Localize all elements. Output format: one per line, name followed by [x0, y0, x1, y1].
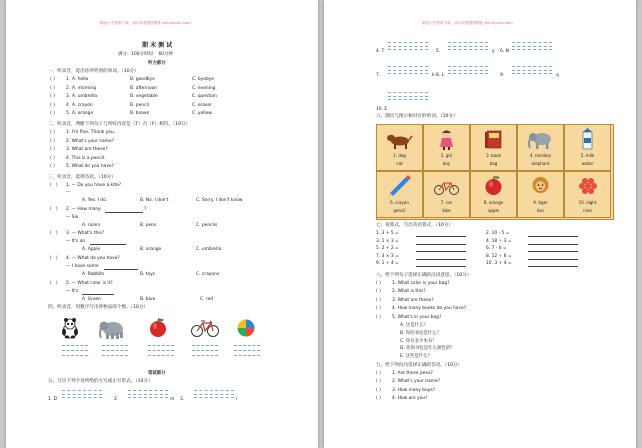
letter-item-hint: y — [492, 49, 495, 54]
paren[interactable]: ( ) — [50, 130, 55, 135]
write-line[interactable] — [102, 355, 128, 356]
letter-item-hint: r — [236, 397, 238, 402]
write-line[interactable] — [512, 70, 552, 71]
paren[interactable]: ( ) — [50, 147, 55, 152]
answer-line[interactable] — [528, 266, 578, 267]
s3-question-3: 3. — What's this? — [66, 231, 105, 236]
item-number: 1. — [66, 77, 71, 82]
s3-q2-option-c: C. pencils — [196, 223, 218, 228]
write-line[interactable] — [512, 42, 552, 43]
question: 1. What color is your bag? — [392, 281, 450, 286]
paren[interactable]: ( ) — [50, 207, 58, 212]
s3-q3-option-c: C. umbrella — [196, 247, 222, 252]
dog-icon — [386, 128, 413, 150]
s3-q5-option-c: C. red — [200, 297, 214, 302]
letter-item: 4. T — [376, 49, 385, 54]
s3-q4-option-a: A. Rabbits — [82, 272, 105, 277]
paren[interactable]: ( ) — [50, 164, 55, 169]
choice: B. 你的书包是什么？ — [400, 330, 441, 336]
option-a: A. orange — [72, 111, 94, 116]
option-b: B. goodbye — [130, 77, 155, 82]
question-mark: ? — [144, 207, 147, 212]
answer-line[interactable] — [90, 244, 126, 245]
grid-word-a: 8. orange — [483, 200, 504, 205]
paren[interactable]: ( ) — [50, 256, 58, 261]
option-b: B. vegetable — [130, 94, 158, 99]
paren[interactable]: ( ) — [50, 183, 58, 188]
section-6-title: 六、圈出与图示相对应的单词。（10分） — [376, 114, 458, 119]
write-line[interactable] — [388, 99, 428, 100]
exam-page-1 — [6, 0, 318, 448]
letter-item-hint: q — [556, 73, 559, 78]
section-8-title: 八、给下列句子选择正确的汉语意思。（10分） — [376, 273, 472, 278]
option-c: C. question — [192, 94, 217, 99]
math-item: 9. 1 + 4 = — [376, 261, 399, 267]
letter-item: 7. — [376, 73, 381, 78]
answer-line[interactable] — [528, 244, 578, 245]
question: 5. What's in your bag? — [392, 314, 442, 320]
paren[interactable]: ( ) — [50, 85, 55, 91]
section-7-title: 七、看算式，写出英语算式。（10分） — [376, 223, 454, 228]
grid-word-b: apple — [487, 208, 500, 213]
write-line[interactable] — [194, 394, 234, 395]
paren[interactable]: ( ) — [376, 371, 381, 376]
girl-icon — [433, 128, 460, 150]
answer-line[interactable] — [105, 212, 143, 213]
s3-q2-option-a: A. rulers — [82, 223, 101, 228]
write-line[interactable] — [62, 394, 102, 395]
page-title: 期 末 测 试 — [142, 42, 173, 49]
write-line[interactable] — [234, 355, 260, 356]
section-5-title: 五、写出下列字母所给的大写或小写形式。（10分） — [48, 379, 153, 384]
write-line[interactable] — [512, 73, 552, 74]
section-2-title: 二、听录音，判断下列句子与所听内容是（T）否（F）相符。（10分） — [48, 122, 191, 127]
option-b: B. afternoon — [130, 85, 158, 91]
item-number: 5. — [66, 111, 71, 116]
s3-q3-option-a: A. Apple — [82, 247, 101, 252]
option-b: B. pencil — [130, 102, 149, 108]
write-line[interactable] — [448, 42, 488, 43]
paren[interactable]: ( ) — [50, 102, 55, 108]
answer-line[interactable] — [528, 236, 578, 237]
grid-word-a: 7. car — [440, 200, 453, 205]
apple-icon — [148, 318, 168, 338]
elephant-icon — [98, 318, 126, 340]
write-line[interactable] — [448, 46, 488, 47]
letter-item: 2. — [114, 397, 119, 402]
math-item: 4. 18 ÷ 3 = — [486, 238, 512, 244]
question: 2. What's your name? — [392, 379, 441, 385]
grid-word-a: 5. milk — [580, 153, 595, 158]
write-line[interactable] — [148, 350, 174, 351]
grid-word-b: cat — [396, 161, 403, 166]
write-line[interactable] — [512, 46, 552, 47]
write-line[interactable] — [128, 390, 168, 391]
book-icon — [480, 128, 507, 150]
write-line[interactable] — [62, 345, 88, 346]
paren[interactable]: ( ) — [376, 297, 381, 303]
section-9-title: 九、给下列问句选择正确的答语。（10分） — [376, 363, 463, 368]
pencil-icon — [386, 175, 413, 197]
s3-q1-option-c: C. Sorry. I don't know — [196, 198, 243, 203]
paren[interactable]: ( ) — [376, 396, 381, 402]
paren[interactable]: ( ) — [50, 77, 55, 82]
option-a: A. hello — [72, 77, 89, 82]
item-number: 3. — [66, 94, 71, 99]
s3-q5-option-a: A. Green — [82, 297, 102, 302]
s3-q1-option-b: B. No. I don't — [140, 198, 169, 203]
item-number: 2. — [66, 85, 71, 91]
s3-question-4: 4. — What do you have? — [66, 256, 120, 261]
grid-word-b: nine — [583, 208, 592, 213]
answer-line[interactable] — [528, 251, 578, 252]
grid-word-b: bike — [442, 208, 451, 213]
statement: 2. What's your name? — [66, 138, 115, 144]
option-a: A. umbrella — [72, 94, 98, 99]
answer-line[interactable] — [104, 269, 138, 270]
write-line[interactable] — [388, 92, 428, 93]
answer-line[interactable] — [82, 294, 114, 295]
write-line[interactable] — [512, 49, 552, 50]
write-line[interactable] — [194, 390, 234, 391]
option-a: A. morning — [72, 85, 96, 91]
statement: 1. I'm fine. Thank you. — [66, 130, 116, 135]
lion-icon — [527, 175, 554, 197]
ball-icon — [236, 318, 256, 338]
grid-word-b: pencil — [393, 208, 406, 213]
math-item: 7. 3 × 3 = — [376, 253, 399, 259]
section-3-title: 三、听录音，选择答语。（10分） — [48, 175, 116, 180]
s3-question-5: 5. — What color is it? — [66, 281, 113, 286]
grid-word-b: lion — [536, 208, 545, 213]
letter-item: 3. — [180, 397, 185, 402]
write-line[interactable] — [448, 70, 488, 71]
write-line[interactable] — [148, 345, 174, 346]
grid-word-b: water — [581, 161, 594, 166]
question: 3. How many boys? — [392, 387, 435, 393]
write-line[interactable] — [192, 345, 218, 346]
grid-word-a: 6. crayon — [390, 200, 409, 205]
paren[interactable]: ( ) — [50, 281, 58, 286]
question: 2. What is this? — [392, 289, 426, 295]
option-c: C. byebye — [192, 77, 215, 82]
s3-q5-option-b: B. blue — [140, 297, 156, 302]
write-line[interactable] — [128, 394, 168, 395]
s3-q2-answer: — Six. — [66, 215, 80, 220]
grid-word-b: elephant — [531, 161, 550, 166]
write-line[interactable] — [102, 345, 128, 346]
write-line[interactable] — [102, 350, 128, 351]
option-a: A. crayon — [72, 102, 93, 108]
answer-line[interactable] — [416, 244, 466, 245]
write-line[interactable] — [194, 397, 234, 398]
letter-item: 8. L — [436, 73, 445, 78]
write-line[interactable] — [388, 46, 428, 47]
s3-q1-option-a: A. Yes. I do. — [82, 198, 108, 203]
grid-word-a: 3. book — [486, 153, 501, 158]
answer-line[interactable] — [528, 259, 578, 260]
math-item: 3. 1 × 3 = — [376, 238, 399, 244]
grid-word-a: 2. girl — [440, 153, 453, 158]
watermark: 精品小学资源下载，请访问智慧园网址 zhihuiyuan.com — [100, 21, 191, 25]
s3-q4-option-c: C. crayons — [196, 272, 220, 277]
paren[interactable]: ( ) — [50, 231, 58, 236]
write-line[interactable] — [128, 397, 168, 398]
paren[interactable]: ( ) — [376, 281, 381, 286]
write-line[interactable] — [148, 355, 174, 356]
paren[interactable]: ( ) — [376, 289, 381, 295]
paren[interactable]: ( ) — [376, 306, 381, 312]
answer-line[interactable] — [416, 251, 466, 252]
section-1-title: 一、听录音，选出你所听到的单词。（10分） — [48, 69, 139, 74]
write-line[interactable] — [62, 350, 88, 351]
s3-q4-answer: — I have some — [66, 264, 99, 269]
nine-icon — [574, 175, 601, 197]
math-item: 10. 3 + 4 = — [486, 261, 512, 267]
s3-question-1: 1. — Do you have a kite? — [66, 183, 122, 188]
panda-icon — [58, 316, 82, 340]
answer-line[interactable] — [416, 259, 466, 260]
letter-item-hint: k — [432, 73, 435, 78]
grid-word-a: 9. tiger — [533, 200, 548, 205]
write-line[interactable] — [512, 66, 552, 67]
answer-line[interactable] — [416, 236, 466, 237]
item-number: 4. — [66, 102, 71, 108]
exam-page-2 — [324, 0, 636, 448]
choice: E. 这些是什么？ — [400, 354, 432, 360]
write-line[interactable] — [62, 355, 88, 356]
choice: D. 你的书包是什么颜色的？ — [400, 346, 455, 352]
grid-word-a: 4. monkey — [530, 153, 551, 158]
letter-item: 9. — [500, 73, 505, 78]
option-c: C. eraser — [192, 102, 212, 108]
write-line[interactable] — [388, 96, 428, 97]
section-4-title: 四、听录音，用数字写出各物品的个数。（10分） — [48, 305, 149, 310]
bike-icon — [190, 318, 220, 338]
paren[interactable]: ( ) — [376, 379, 381, 385]
grid-word-b: bag — [489, 161, 498, 166]
paren[interactable]: ( ) — [376, 314, 381, 320]
write-line[interactable] — [234, 345, 260, 346]
write-line[interactable] — [388, 73, 428, 74]
write-line[interactable] — [192, 350, 218, 351]
letter-item: 1. D — [48, 397, 57, 402]
s3-q3-answer: — It's an — [66, 239, 86, 244]
paren[interactable]: ( ) — [50, 155, 55, 161]
question: 4. How are you? — [392, 396, 428, 402]
write-line[interactable] — [388, 66, 428, 67]
write-line[interactable] — [448, 73, 488, 74]
math-item: 1. 3 + 5 = — [376, 231, 399, 236]
option-c: C. yellow — [192, 111, 212, 116]
write-line[interactable] — [192, 355, 218, 356]
s3-question-2: 2. — How many — [66, 207, 101, 212]
question: 3. What are these? — [392, 297, 434, 303]
letter-item: 5. — [436, 49, 441, 54]
choice: C. 你有多少本书？ — [400, 338, 437, 344]
letter-item: 6. N — [500, 49, 509, 54]
statement: 4. This is a pencil. — [66, 155, 106, 161]
paren[interactable]: ( ) — [50, 138, 55, 144]
listening-heading: 听力部分 — [148, 61, 166, 66]
dash: — — [66, 190, 71, 195]
milk-icon — [574, 128, 601, 150]
write-line[interactable] — [388, 49, 428, 50]
math-item: 5. 2 + 2 = — [376, 246, 399, 252]
score-line: 满分：100分时间： 60分钟 — [118, 52, 173, 57]
answer-line[interactable] — [416, 266, 466, 267]
grid-word-a: 1. dog — [393, 153, 406, 158]
question: 1. Are these pens? — [392, 371, 433, 376]
write-line[interactable] — [448, 49, 488, 50]
write-line[interactable] — [62, 397, 102, 398]
letter-item-hint: m — [170, 397, 175, 402]
write-line[interactable] — [448, 66, 488, 67]
paren[interactable]: ( ) — [50, 111, 55, 116]
s3-q2-option-b: B. pens — [140, 223, 157, 228]
elephant-icon — [527, 128, 554, 150]
apple-icon — [480, 175, 507, 197]
paren[interactable]: ( ) — [50, 94, 55, 99]
paren[interactable]: ( ) — [376, 387, 381, 393]
s3-q5-answer: — It's — [66, 289, 79, 294]
letter-item-10: 10. E — [376, 107, 388, 112]
write-line[interactable] — [62, 390, 102, 391]
math-item: 2. 10 - 5 = — [486, 231, 510, 236]
write-line[interactable] — [388, 42, 428, 43]
s3-q3-option-b: B. orange — [140, 247, 162, 252]
bike-icon — [433, 175, 460, 197]
option-b: B. brown — [130, 111, 150, 116]
question: 4. How many books do you have? — [392, 306, 467, 312]
math-item: 8. 12 ÷ 6 = — [486, 253, 512, 259]
option-c: C. evening — [192, 85, 216, 91]
choice: A. 这是什么？ — [400, 323, 428, 328]
watermark: 精品小学资源下载，请访问智慧园网址 zhihuiyuan.com — [422, 21, 513, 25]
math-item: 6. 7 - 6 = — [486, 246, 507, 252]
written-heading: 笔试部分 — [148, 371, 166, 376]
write-line[interactable] — [388, 70, 428, 71]
statement: 3. What are these? — [66, 147, 108, 152]
grid-word-b: boy — [442, 161, 451, 166]
write-line[interactable] — [234, 350, 260, 351]
statement: 5. What do you have? — [66, 164, 114, 169]
s3-q4-option-b: B. toys — [140, 272, 156, 277]
grid-word-a: 10. eight — [578, 200, 597, 205]
